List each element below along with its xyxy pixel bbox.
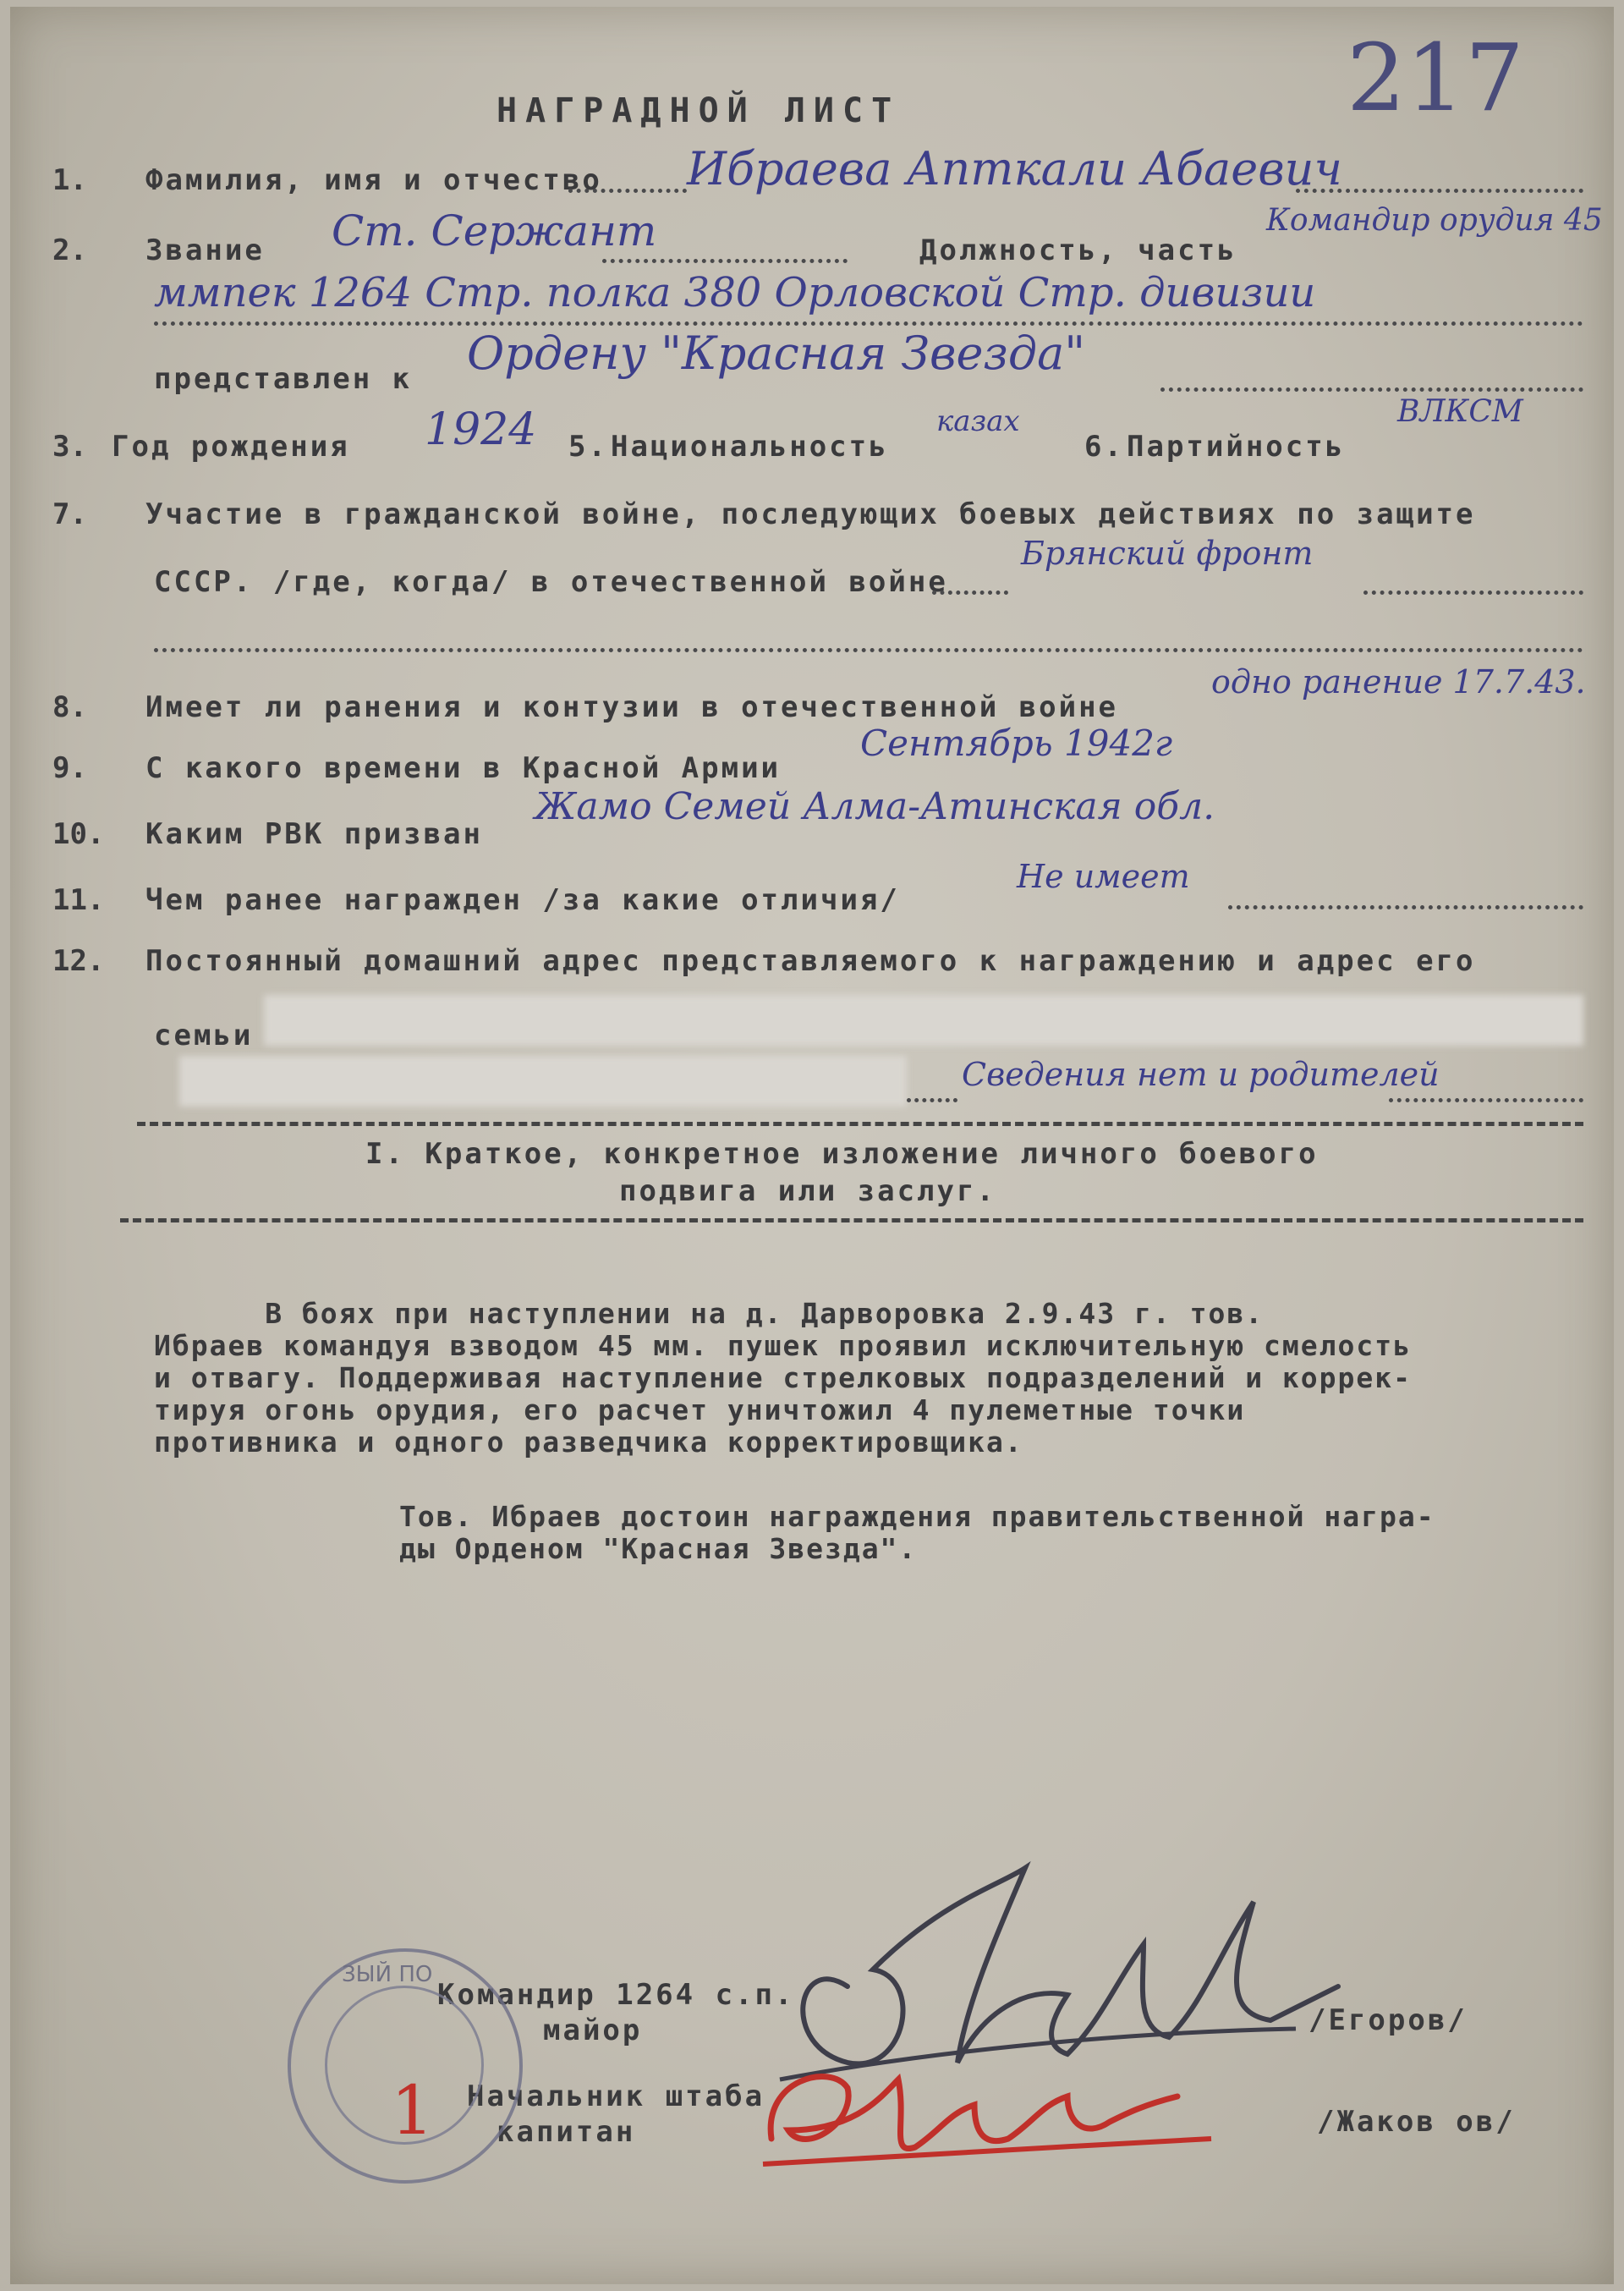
- field-value-wounds: одно ранение 17.7.43.: [1211, 663, 1586, 700]
- stamp-mark: 1: [391, 2071, 434, 2150]
- dotted-line: [568, 189, 687, 193]
- signature-chief-of-staff: [754, 2029, 1228, 2189]
- field-label-previous-awards: Чем ранее награжден /за какие отличия/: [145, 883, 900, 917]
- field-number: 5.: [568, 430, 608, 464]
- signer2-rank: капитан: [497, 2115, 636, 2149]
- dotted-line: [602, 259, 848, 263]
- field-number: 11.: [52, 883, 105, 917]
- field-label-participation: Участие в гражданской войне, последующих боевых действиях по защите: [145, 497, 1476, 531]
- field-label-nationality: Национальность: [611, 430, 889, 464]
- field-label-presented: представлен к: [154, 362, 413, 396]
- field-label-name: Фамилия, имя и отчество: [145, 163, 602, 197]
- dotted-line: [1160, 387, 1583, 392]
- signer1-name: /Егоров/: [1309, 2003, 1468, 2037]
- field-value-name: Ибраева Апткали Абаевич: [687, 142, 1343, 195]
- field-number: 9.: [52, 751, 87, 785]
- field-value-rvk: Жамо Семей Алма-Атинская обл.: [535, 785, 1215, 828]
- field-value-position: Командир орудия 45: [1266, 203, 1603, 238]
- field-label-family: семьи: [154, 1019, 254, 1052]
- field-label-rvk: Каким РВК призван: [145, 817, 483, 851]
- signer2-name: /Жаков ов/: [1317, 2105, 1516, 2139]
- field-number: 7.: [52, 497, 87, 531]
- field-label-wounds: Имеет ли ранения и контузии в отечественной войне: [145, 690, 1119, 724]
- field-number: 3.: [52, 430, 87, 464]
- field-value-front: Брянский фронт: [1021, 535, 1314, 572]
- field-number: 12.: [52, 944, 105, 978]
- field-number: 10.: [52, 817, 105, 851]
- field-value-rank: Ст. Сержант: [332, 206, 657, 255]
- archive-number: 217: [1347, 24, 1524, 132]
- redacted-address-2: [179, 1056, 907, 1107]
- dotted-line: [932, 591, 1008, 595]
- recommendation-text: Тов. Ибраев достоин награждения правительственной награ- ды Орденом "Красная Звезда".: [399, 1500, 1435, 1565]
- stamp-text: ЗЫЙ ПО: [342, 1962, 433, 1987]
- dotted-line: [907, 1098, 957, 1102]
- field-label-address: Постоянный домашний адрес представляемого к награждению и адрес его: [145, 944, 1476, 978]
- dotted-line: [1228, 905, 1583, 909]
- section-heading: I. Краткое, конкретное изложение личного боевого: [365, 1137, 1319, 1171]
- award-sheet: [10, 7, 1614, 2284]
- signer1-title: Командир 1264 с.п.: [437, 1978, 795, 2012]
- section-rule-top: [137, 1122, 1583, 1126]
- field-label-birth-year: Год рождения: [112, 430, 350, 464]
- field-value-party: ВЛКСМ: [1397, 394, 1523, 429]
- field-value-service-since: Сентябрь 1942г: [860, 722, 1173, 764]
- redacted-address: [264, 995, 1583, 1046]
- section-rule-bottom: [120, 1218, 1583, 1222]
- signer1-rank: майор: [543, 2014, 643, 2047]
- signer2-title: Начальник штаба: [467, 2079, 765, 2113]
- field-value-award: Ордену "Красная Звезда": [467, 327, 1086, 380]
- field-number: 6.: [1084, 430, 1124, 464]
- section-heading-2: подвига или заслуг.: [619, 1174, 996, 1208]
- dotted-line: [1296, 189, 1583, 193]
- field-label-position: Должность, часть: [919, 233, 1237, 267]
- field-label-service-since: С какого времени в Красной Армии: [145, 751, 782, 785]
- field-label-participation-cont: СССР. /где, когда/ в отечественной войне: [154, 565, 948, 599]
- field-value-previous-awards: Не имеет: [1017, 858, 1190, 895]
- field-number: 1.: [52, 163, 87, 197]
- field-value-family: Сведения нет и родителей: [962, 1056, 1440, 1093]
- field-value-unit: ммпек 1264 Стр. полка 380 Орловской Стр. дивизии: [154, 269, 1316, 316]
- narrative-text: В боях при наступлении на д. Дарворовка 2.9.43 г. тов. Ибраев командуя взводом 45 мм. пушек проявил исключительную смелость и отвагу. Поддерживая наступление стрелковых подразделений и коррек- тируя огонь орудия, его расчет уничтожил 4 пулеметные точки противника и одного разведчика корректировщика.: [154, 1297, 1413, 1459]
- field-value-birth-year: 1924: [425, 404, 537, 455]
- field-number: 2.: [52, 233, 87, 267]
- dotted-line: [154, 321, 1583, 326]
- field-value-nationality: казах: [936, 404, 1020, 438]
- dotted-line: [154, 648, 1583, 652]
- dotted-line: [1363, 591, 1583, 595]
- page-title: НАГРАДНОЙ ЛИСТ: [497, 91, 901, 130]
- field-label-party: Партийность: [1127, 430, 1346, 464]
- field-number: 8.: [52, 690, 87, 724]
- field-label-rank: Звание: [145, 233, 265, 267]
- dotted-line: [1389, 1098, 1583, 1102]
